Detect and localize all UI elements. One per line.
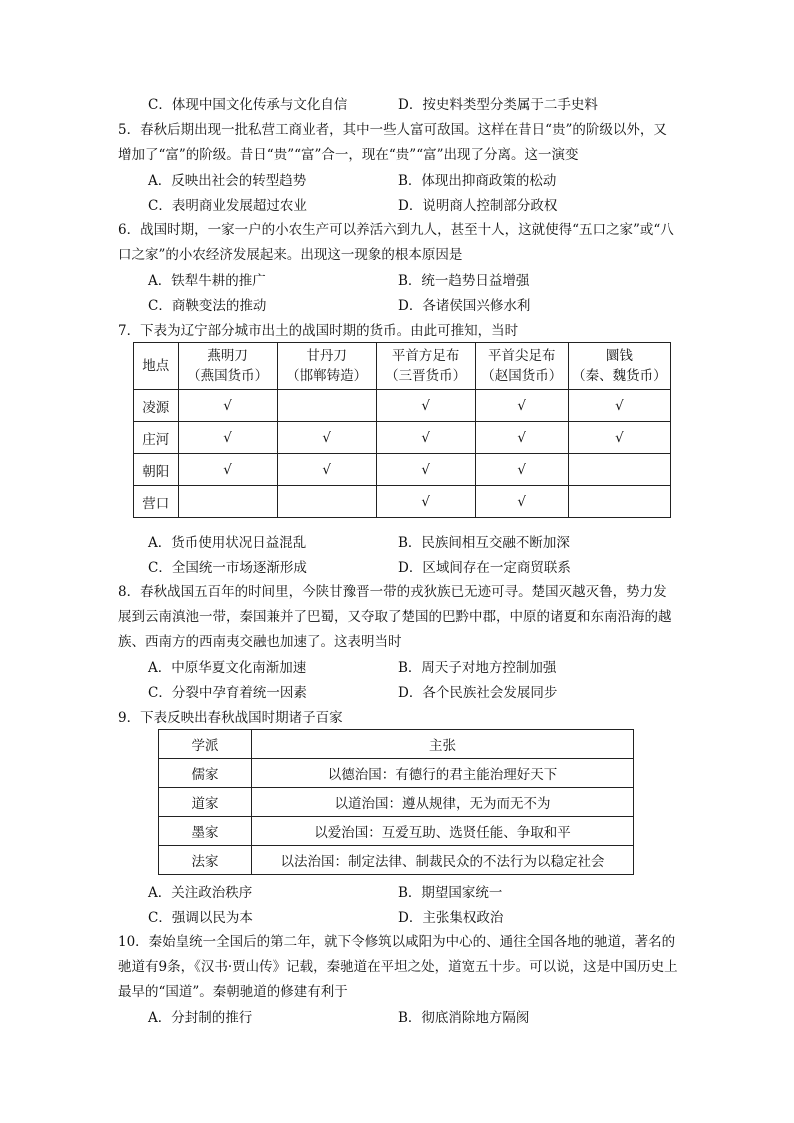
header-label: 平首尖足布 (487, 348, 556, 364)
table-cell: √ (475, 390, 568, 422)
q5-option-a[interactable]: A．反映出社会的转型趋势 (148, 173, 307, 189)
table-cell: √ (376, 454, 475, 486)
header-cell (475, 343, 568, 390)
table-cell: √ (376, 486, 475, 518)
header-sublabel: （秦、魏货币） (572, 368, 667, 384)
q7-option-d[interactable]: D．区域间存在一定商贸联系 (398, 560, 571, 576)
table-row (159, 759, 634, 788)
table-row (134, 390, 671, 422)
header-label: 燕明刀 (207, 348, 248, 364)
table-cell: √ (178, 454, 277, 486)
q9-option-a[interactable]: A．关注政治秩序 (148, 885, 253, 901)
q8-option-a[interactable]: A．中原华夏文化南渐加速 (148, 660, 307, 676)
q6-option-d[interactable]: D．各诸侯国兴修水利 (398, 298, 531, 314)
table-cell: 道家 (159, 788, 252, 817)
table-cell: √ (568, 390, 670, 422)
table-cell: 朝阳 (134, 454, 179, 486)
table-cell: √ (178, 390, 277, 422)
table-cell (568, 486, 670, 518)
table-cell: √ (277, 454, 376, 486)
header-label: 圜钱 (605, 348, 633, 364)
table-row (134, 454, 671, 486)
q9-option-d[interactable]: D．主张集权政治 (398, 910, 504, 926)
table-cell: √ (475, 454, 568, 486)
table-cell: √ (376, 390, 475, 422)
schools-table-header (159, 730, 634, 759)
header-sublabel: （三晋货币） (385, 368, 467, 384)
q7-option-a[interactable]: A．货币使用状况日益混乱 (148, 535, 307, 551)
table-cell: √ (475, 486, 568, 518)
table-cell: 以爱治国：互爱互助、选贤任能、争取和平 (252, 817, 634, 846)
header-sublabel: （邯郸铸造） (286, 368, 368, 384)
table-cell (277, 486, 376, 518)
q8-option-c[interactable]: C．分裂中孕育着统一因素 (148, 685, 307, 701)
table-cell: √ (568, 422, 670, 454)
header-sublabel: （赵国货币） (481, 368, 563, 384)
q10-stem: 10．秦始皇统一全国后的第二年，就下令修筑以咸阳为中心的、通往全国各地的驰道，著名的驰道有9条，《汉书·贾山传》记载，秦驰道在平坦之处，道宽五十步。可以说，这是中国历史上最早的“国道”。秦朝驰道的修建有利于 (118, 934, 678, 1000)
q6-stem: 6．战国时期，一家一户的小农生产可以养活六到九人，甚至十人，这就使得“五口之家”或“八口之家”的小农经济发展起来。出现这一现象的根本原因是 (118, 222, 674, 263)
q8-option-d[interactable]: D．各个民族社会发展同步 (398, 685, 558, 701)
table-cell: √ (475, 422, 568, 454)
q9-stem: 9．下表反映出春秋战国时期诸子百家 (118, 710, 343, 726)
q10-option-a[interactable]: A．分封制的推行 (148, 1010, 253, 1026)
header-cell (134, 343, 179, 390)
q8-option-b[interactable]: B．周天子对地方控制加强 (398, 660, 557, 676)
header-cell (178, 343, 277, 390)
table-row (159, 788, 634, 817)
schools-table (158, 729, 634, 875)
q9-option-c[interactable]: C．强调以民为本 (148, 910, 253, 926)
header-cell (568, 343, 670, 390)
q4-option-d[interactable]: D．按史料类型分类属于二手史料 (398, 97, 598, 113)
table-row (159, 846, 634, 875)
header-cell: 学派 (159, 730, 252, 759)
table-cell: 以德治国：有德行的君主能治理好天下 (252, 759, 634, 788)
q7-stem: 7．下表为辽宁部分城市出土的战国时期的货币。由此可推知，当时 (118, 323, 519, 339)
q8-stem: 8．春秋战国五百年的时间里，今陕甘豫晋一带的戎狄族已无迹可寻。楚国灭越灭鲁，势力发展到云南滇池一带，秦国兼并了巴蜀，又夺取了楚国的巴黔中郡，中原的诸夏和东南沿海的越族、西南方的西南夷交融也加速了。这表明当时 (118, 584, 672, 650)
header-cell: 主张 (252, 730, 634, 759)
q6-option-a[interactable]: A．铁犁牛耕的推广 (148, 273, 266, 289)
table-cell: √ (376, 422, 475, 454)
q5-option-d[interactable]: D．说明商人控制部分政权 (398, 198, 558, 214)
table-cell: 以法治国：制定法律、制裁民众的不法行为以稳定社会 (252, 846, 634, 875)
q5-stem: 5．春秋后期出现一批私营工商业者，其中一些人富可敌国。这样在昔日“贵”的阶级以外，又增加了“富”的阶级。昔日“贵”“富”合一，现在“贵”“富”出现了分离。这一演变 (118, 122, 667, 163)
table-cell: 庄河 (134, 422, 179, 454)
header-cell (376, 343, 475, 390)
table-cell: 以道治国：遵从规律，无为而无不为 (252, 788, 634, 817)
header-label: 平首方足布 (391, 348, 460, 364)
currency-table (133, 342, 671, 518)
table-cell: 营口 (134, 486, 179, 518)
q7-option-c[interactable]: C．全国统一市场逐渐形成 (148, 560, 307, 576)
q7-option-b[interactable]: B．民族间相互交融不断加深 (398, 535, 570, 551)
q5-option-b[interactable]: B．体现出抑商政策的松动 (398, 173, 557, 189)
q10-option-b[interactable]: B．彻底消除地方隔阂 (398, 1010, 530, 1026)
currency-table-header (134, 343, 671, 390)
q4-option-c[interactable]: C．体现中国文化传承与文化自信 (148, 97, 348, 113)
q6-option-b[interactable]: B．统一趋势日益增强 (398, 273, 530, 289)
table-cell: 法家 (159, 846, 252, 875)
table-cell: 儒家 (159, 759, 252, 788)
table-cell: √ (178, 422, 277, 454)
table-cell (277, 390, 376, 422)
table-row (134, 422, 671, 454)
table-cell: √ (277, 422, 376, 454)
table-cell (178, 486, 277, 518)
header-sublabel: （燕国货币） (187, 368, 269, 384)
header-cell (277, 343, 376, 390)
table-cell: 凌源 (134, 390, 179, 422)
q5-option-c[interactable]: C．表明商业发展超过农业 (148, 198, 307, 214)
table-cell (568, 454, 670, 486)
q9-option-b[interactable]: B．期望国家统一 (398, 885, 503, 901)
table-row (159, 817, 634, 846)
header-label: 地点 (142, 358, 170, 374)
q6-option-c[interactable]: C．商鞅变法的推动 (148, 298, 267, 314)
table-row (134, 486, 671, 518)
header-label: 甘丹刀 (306, 348, 347, 364)
table-cell: 墨家 (159, 817, 252, 846)
